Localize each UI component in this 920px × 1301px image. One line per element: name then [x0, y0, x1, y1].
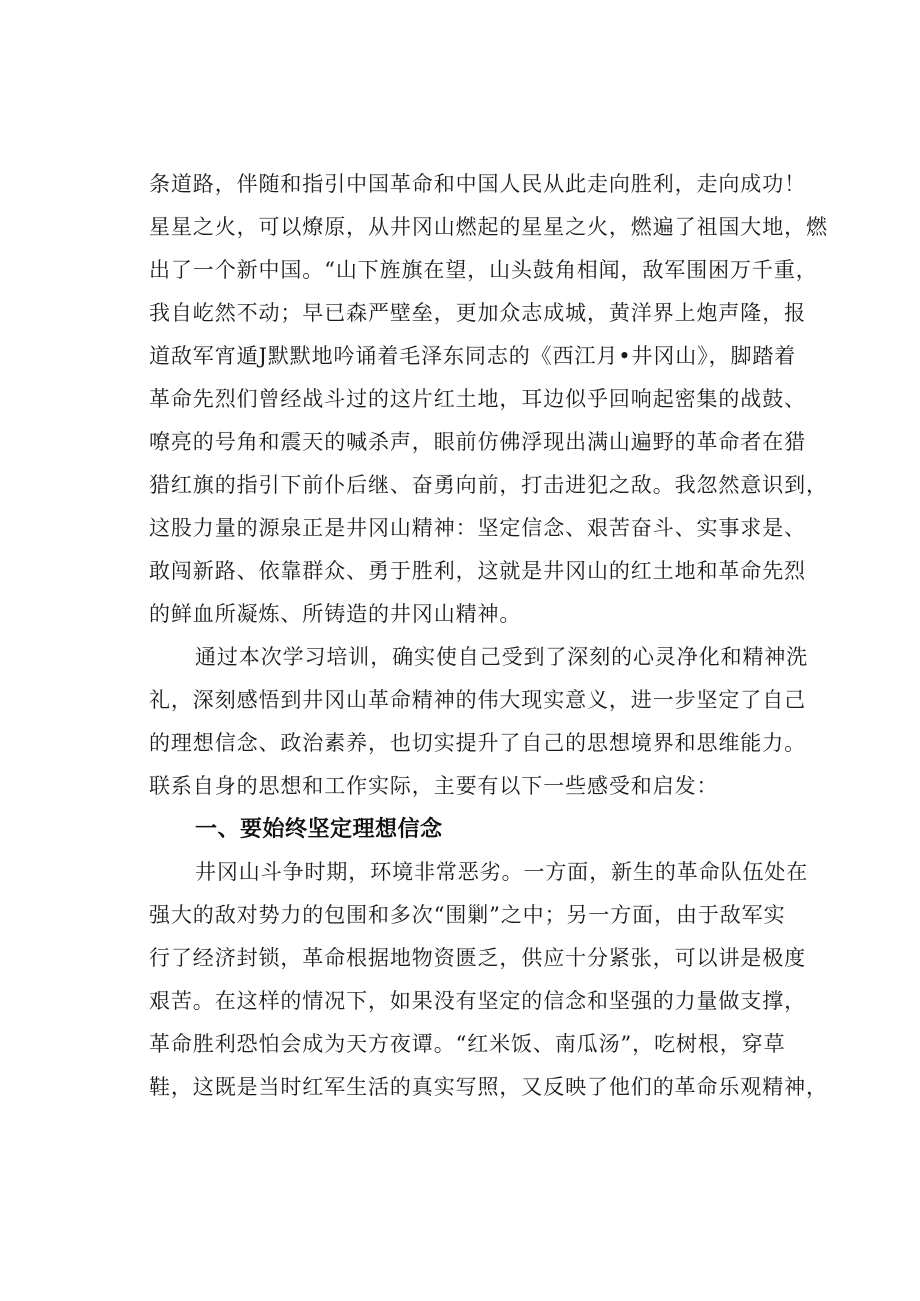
text-line: 条道路，伴随和指引中国革命和中国人民从此走向胜利，走向成功！	[149, 172, 806, 196]
text-line: 嘹亮的号角和震天的喊杀声，眼前仿佛浮现出满山遍野的革命者在猎	[149, 430, 806, 454]
text-line: 革命胜利恐怕会成为天方夜谭。“红米饭、南瓜汤”，吃树根，穿草	[149, 1032, 786, 1056]
text-line: 星星之火，可以燎原，从井冈山燃起的星星之火，燃遍了祖国大地，燃	[149, 215, 828, 239]
text-line: 行了经济封锁，革命根据地物资匮乏，供应十分紧张，可以讲是极度	[149, 946, 806, 970]
text-line: 的理想信念、政治素养，也切实提升了自己的思想境界和思维能力。	[149, 731, 806, 755]
paragraph-first-line: 通过本次学习培训，确实使自己受到了深刻的心灵净化和精神洗	[195, 645, 809, 669]
text-line: 出了一个新中国。“山下旌旗在望，山头鼓角相闻，敌军围困万千重，	[149, 258, 818, 282]
text-line: 这股力量的源泉正是井冈山精神：坚定信念、艰苦奋斗、实事求是、	[149, 516, 806, 540]
section-heading: 一、要始终坚定理想信念	[195, 817, 443, 842]
text-line: 的鲜血所凝炼、所铸造的井冈山精神。	[149, 602, 522, 626]
text-line: 猎红旗的指引下前仆后继、奋勇向前，打击进犯之敌。我忽然意识到，	[149, 473, 828, 497]
text-line: 敢闯新路、依靠群众、勇于胜利，这就是井冈山的红土地和革命先烈	[149, 559, 806, 583]
text-line: 鞋，这既是当时红军生活的真实写照，又反映了他们的革命乐观精神，	[149, 1075, 828, 1099]
text-line: 革命先烈们曾经战斗过的这片红土地，耳边似乎回响起密集的战鼓、	[149, 387, 806, 411]
text-line: 艰苦。在这样的情况下，如果没有坚定的信念和坚强的力量做支撑，	[149, 989, 806, 1013]
text-line: 联系自身的思想和工作实际，主要有以下一些感受和启发：	[149, 774, 719, 798]
text-line: 道敌军宵遁J默默地吟诵着毛泽东同志的《西江月•井冈山》，脚踏着	[149, 344, 797, 368]
paragraph-first-line: 井冈山斗争时期，环境非常恶劣。一方面，新生的革命队伍处在	[195, 860, 809, 884]
text-line: 我自屹然不动；早已森严壁垒，更加众志成城，黄洋界上炮声隆，报	[149, 301, 806, 325]
text-line: 礼，深刻感悟到井冈山革命精神的伟大现实意义，进一步坚定了自己	[149, 688, 806, 712]
text-line: 强大的敌对势力的包围和多次“围剿”之中；另一方面，由于敌军实	[149, 903, 786, 927]
